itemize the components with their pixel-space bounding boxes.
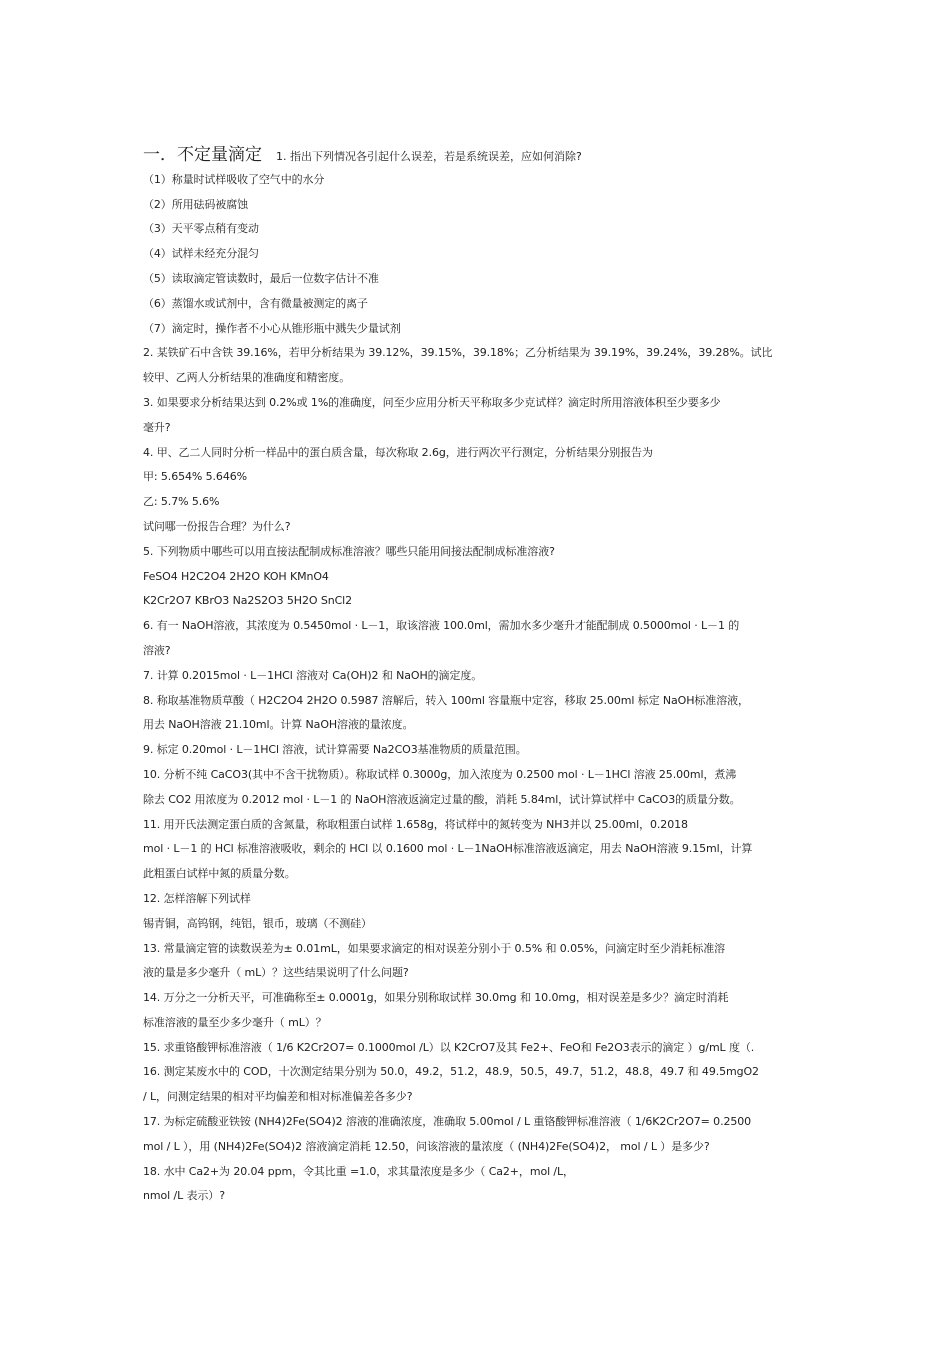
question-1-text: 1. 指出下列情况各引起什么误差，若是系统误差，应如何消除? (276, 150, 582, 163)
text-line: 溶液? (143, 643, 171, 657)
title-line (143, 143, 823, 168)
text-line: 15. 求重铬酸钾标准溶液（ 1/6 K2Cr2O7= 0.1000mol /L）以 K2CrO7及其 Fe2+、FeO和 Fe2O3表示的滴定 ）g/mL 度（. (143, 1040, 755, 1054)
text-line: （6）蒸馏水或试剂中，含有微量被测定的离子 (143, 296, 368, 310)
text-line: （3）天平零点稍有变动 (143, 222, 259, 236)
text-line: （7）滴定时，操作者不小心从锥形瓶中溅失少量试剂 (143, 321, 401, 335)
text-line: 3. 如果要求分析结果达到 0.2%或 1%的准确度，问至少应用分析天平称取多少克试样？滴定时所用溶液体积至少要多少 (143, 395, 721, 409)
section-heading: 一．不定量滴定 (143, 145, 262, 165)
text-line: 12. 怎样溶解下列试样 (143, 891, 251, 905)
text-line: FeSO4 H2C2O4 2H2O KOH KMnO4 (143, 569, 329, 583)
text-line: mol / L ），用 (NH4)2Fe(SO4)2 溶液滴定消耗 12.50，问该溶液的量浓度（ (NH4)2Fe(SO4)2， mol / L ）是多少? (143, 1139, 710, 1153)
text-line: mol · L－1 的 HCl 标准溶液吸收，剩余的 HCl 以 0.1600 mol · L－1NaOH标准溶液返滴定，用去 NaOH溶液 9.15ml，计算 (143, 842, 753, 856)
text-line: 8. 称取基准物质草酸（ H2C2O4 2H2O 0.5987 溶解后，转入 100ml 容量瓶中定容，移取 25.00ml 标定 NaOH标准溶液， (143, 693, 749, 707)
text-line: 17. 为标定硫酸亚铁铵 (NH4)2Fe(SO4)2 溶液的准确浓度，准确取 5.00mol / L 重铬酸钾标准溶液（ 1/6K2Cr2O7= 0.2500 (143, 1115, 752, 1129)
text-line: 5. 下列物质中哪些可以用直接法配制成标准溶液？哪些只能用间接法配制成标准溶液? (143, 544, 555, 558)
text-line: 9. 标定 0.20mol · L－1HCl 溶液，试计算需要 Na2CO3基准物质的质量范围。 (143, 743, 527, 757)
text-line: 液的量是多少毫升（ mL）？这些结果说明了什么问题? (143, 966, 409, 980)
text-line: 较甲、乙两人分析结果的准确度和精密度。 (143, 371, 351, 385)
document-content (143, 143, 823, 1209)
text-line: 用去 NaOH溶液 21.10ml。计算 NaOH溶液的量浓度。 (143, 718, 414, 732)
text-line: 18. 水中 Ca2+为 20.04 ppm，令其比重 =1.0，求其量浓度是多少（ Ca2+，mol /L， (143, 1164, 574, 1178)
text-line: 11. 用开氏法测定蛋白质的含氮量，称取粗蛋白试样 1.658g，将试样中的氮转变为 NH3并以 25.00ml，0.2018 (143, 817, 688, 831)
text-line: 标准溶液的量至少多少毫升（ mL）？ (143, 1015, 327, 1029)
text-line: 13. 常量滴定管的读数误差为± 0.01mL，如果要求滴定的相对误差分别小于 0.5% 和 0.05%，问滴定时至少消耗标准溶 (143, 941, 726, 955)
text-line: 4. 甲、乙二人同时分析一样品中的蛋白质含量，每次称取 2.6g，进行两次平行测定，分析结果分别报告为 (143, 445, 653, 459)
text-line: 除去 CO2 用浓度为 0.2012 mol · L－1 的 NaOH溶液返滴定过量的酸，消耗 5.84ml，试计算试样中 CaCO3的质量分数。 (143, 792, 741, 806)
text-line: 毫升? (143, 420, 171, 434)
text-line: （5）读取滴定管读数时，最后一位数字估计不准 (143, 271, 379, 285)
text-line: 乙: 5.7% 5.6% (143, 495, 220, 509)
text-line: 甲: 5.654% 5.646% (143, 470, 247, 484)
text-line: 此粗蛋白试样中氮的质量分数。 (143, 867, 296, 881)
text-line: nmol /L 表示）? (143, 1189, 225, 1203)
text-line: / L，问测定结果的相对平均偏差和相对标准偏差各多少? (143, 1090, 413, 1104)
text-line: 7. 计算 0.2015mol · L－1HCl 溶液对 Ca(OH)2 和 NaOH的滴定度。 (143, 668, 483, 682)
text-line: 2. 某铁矿石中含铁 39.16%，若甲分析结果为 39.12%，39.15%，39.18%；乙分析结果为 39.19%，39.24%，39.28%。试比 (143, 346, 773, 360)
text-line: （2）所用砝码被腐蚀 (143, 197, 248, 211)
text-line: 16. 测定某废水中的 COD，十次测定结果分别为 50.0，49.2，51.2，48.9，50.5，49.7，51.2，48.8，49.7 和 49.5mgO2 (143, 1065, 759, 1079)
text-line: 14. 万分之一分析天平，可准确称至± 0.0001g，如果分别称取试样 30.0mg 和 10.0mg，相对误差是多少？滴定时消耗 (143, 991, 729, 1005)
text-line: （1）称量时试样吸收了空气中的水分 (143, 172, 325, 186)
text-line: 10. 分析不纯 CaCO3(其中不含干扰物质）。称取试样 0.3000g，加入浓度为 0.2500 mol · L－1HCl 溶液 25.00ml，煮沸 (143, 767, 737, 781)
text-line: K2Cr2O7 KBrO3 Na2S2O3 5H2O SnCl2 (143, 594, 353, 608)
text-line: 试问哪一份报告合理？为什么? (143, 519, 291, 533)
text-line: 6. 有一 NaOH溶液，其浓度为 0.5450mol · L－1，取该溶液 100.0ml，需加水多少毫升才能配制成 0.5000mol · L－1 的 (143, 619, 740, 633)
text-line: 锡青铜，高钨钢，纯铝，银币，玻璃（不测硅） (143, 916, 372, 930)
text-line: （4）试样未经充分混匀 (143, 247, 259, 261)
